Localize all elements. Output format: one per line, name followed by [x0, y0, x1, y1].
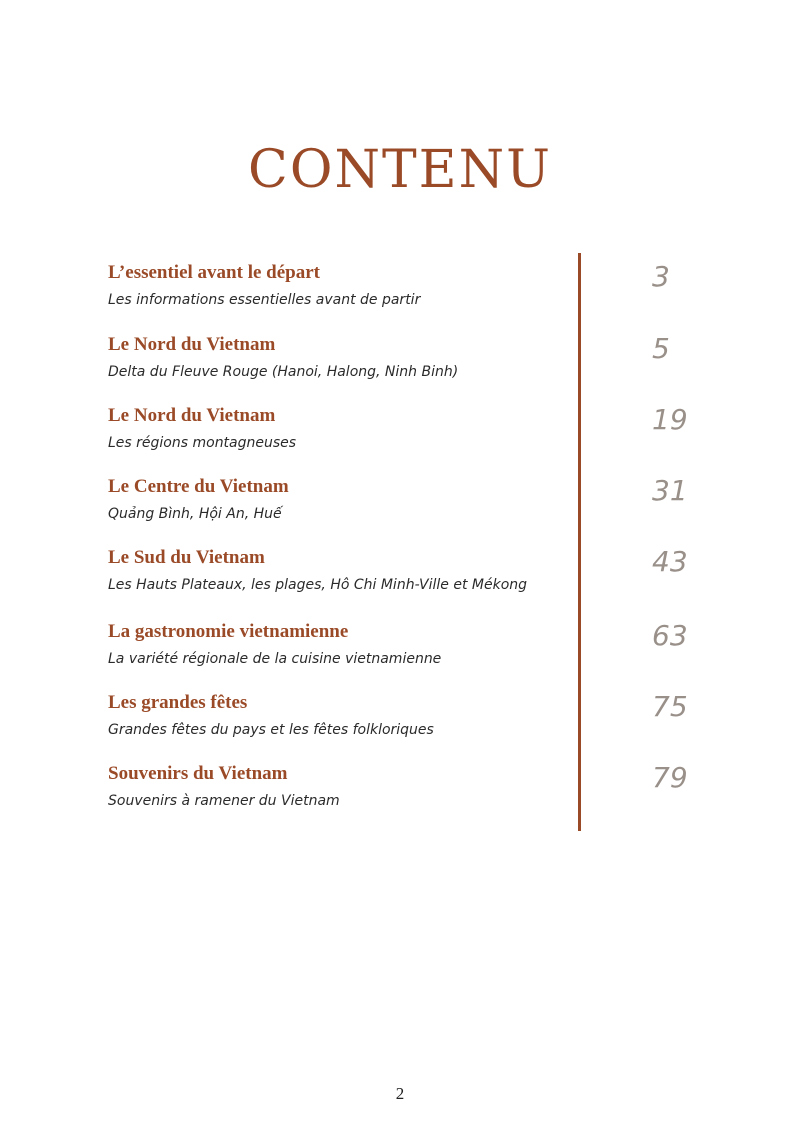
toc-entry-page: 31	[652, 474, 688, 507]
toc-entry-subtitle: Delta du Fleuve Rouge (Hanoi, Halong, Ninh Binh)	[108, 364, 459, 380]
toc-entry-title: Souvenirs du Vietnam	[108, 763, 288, 784]
toc-entry-subtitle: Les informations essentielles avant de partir	[108, 292, 421, 308]
toc-entry-subtitle: Les régions montagneuses	[108, 435, 297, 451]
toc-entry-title: Le Nord du Vietnam	[108, 405, 276, 426]
toc-entry-title: L’essentiel avant le départ	[108, 262, 320, 283]
toc-entry-subtitle: Quảng Bình, Hội An, Huế	[108, 506, 282, 522]
toc-entry-page: 19	[652, 403, 688, 436]
toc-entry-title: La gastronomie vietnamienne	[108, 621, 349, 642]
toc-entry[interactable]	[0, 763, 800, 823]
toc-entry[interactable]	[0, 621, 800, 681]
toc-entry[interactable]	[0, 476, 800, 536]
toc-entry[interactable]	[0, 334, 800, 394]
page-number: 2	[395, 1084, 405, 1103]
toc-entry-page: 79	[652, 761, 688, 794]
toc-entry-subtitle: La variété régionale de la cuisine vietnamienne	[108, 651, 442, 667]
toc-entry-subtitle: Souvenirs à ramener du Vietnam	[108, 793, 340, 809]
toc-entry-title: Le Nord du Vietnam	[108, 334, 276, 355]
toc-entry[interactable]	[0, 547, 800, 607]
toc-entry-page: 3	[652, 260, 670, 293]
toc-entry-subtitle: Grandes fêtes du pays et les fêtes folkloriques	[108, 722, 434, 738]
page-title: CONTENU	[248, 140, 552, 200]
toc-entry-title: Les grandes fêtes	[108, 692, 248, 713]
toc-entry-page: 75	[652, 690, 688, 723]
toc-entry-page: 63	[652, 619, 688, 652]
toc-entry-title: Le Sud du Vietnam	[108, 547, 265, 568]
toc-entry-title: Le Centre du Vietnam	[108, 476, 289, 497]
toc-entry[interactable]	[0, 405, 800, 465]
toc-entry[interactable]	[0, 692, 800, 752]
toc-entry-page: 43	[652, 545, 688, 578]
toc-entry[interactable]	[0, 262, 800, 322]
toc-entry-subtitle: Les Hauts Plateaux, les plages, Hô Chi Minh-Ville et Mékong	[108, 577, 528, 593]
toc-entry-page: 5	[652, 332, 670, 365]
